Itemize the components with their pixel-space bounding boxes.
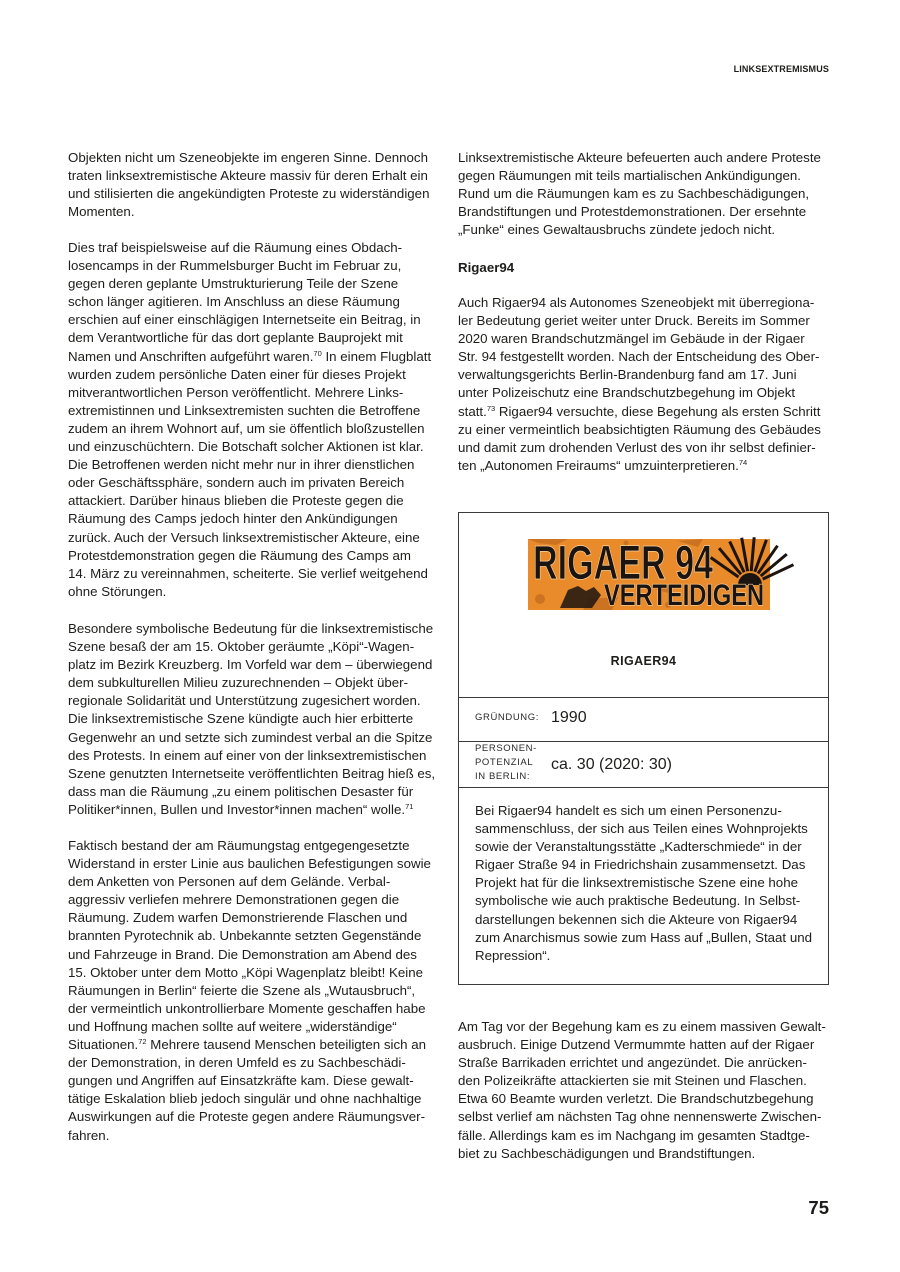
footnote-ref: 71 xyxy=(405,801,414,811)
line-text: platz im Bezirk Kreuzberg. Im Vorfeld war dem – überwiegend xyxy=(68,657,433,673)
line-text: aggressiv verliefen mehrere Demonstrationen gegen die xyxy=(68,892,400,908)
text-line xyxy=(458,294,821,312)
text-line xyxy=(458,1090,826,1108)
text-line xyxy=(475,838,812,856)
line-text: wurden zudem persönliche Daten einer für dieses Projekt xyxy=(68,366,406,382)
text-line xyxy=(458,348,821,366)
line-text: Rund um die Räumungen kam es zu Sachbeschädigungen, xyxy=(458,186,810,202)
line-text: biet zu Sachbeschädigungen und Brandstiftungen. xyxy=(458,1145,756,1161)
line-text: darstellungen bekennen sich die Akteure von Rigaer94 xyxy=(475,911,798,927)
text-line xyxy=(68,710,435,728)
text-line xyxy=(458,457,821,475)
left-paragraph-4 xyxy=(68,837,431,1145)
text-line xyxy=(475,820,812,838)
line-text: und einzuschüchtern. Die Botschaft solcher Aktionen ist klar. xyxy=(68,439,424,455)
text-line xyxy=(68,311,431,329)
left-paragraph-1 xyxy=(68,149,429,221)
line-text: verwaltungsgerichts Berlin-Brandenburg fand am 17. Juni xyxy=(458,367,797,383)
line-text: 2020 waren Brandschutzmängel im Gebäude in der Rigaer xyxy=(458,331,805,347)
line-text: Dies traf beispielsweise auf die Räumung eines Obdach- xyxy=(68,240,403,255)
text-line xyxy=(68,783,435,801)
footnote-ref: 70 xyxy=(313,348,322,358)
text-line xyxy=(475,911,812,929)
line-text: Bei Rigaer94 handelt es sich um einen Personenzu- xyxy=(475,803,782,818)
text-line xyxy=(458,1072,826,1090)
text-line xyxy=(68,275,431,293)
text-line xyxy=(68,565,431,583)
line-text: Gegenwehr an und setzte sich zumindest verbal an die Spitze xyxy=(68,729,433,745)
line-text: unter Polizeischutz eine Brandschutzbegehung im Objekt xyxy=(458,385,796,401)
text-line xyxy=(458,1054,826,1072)
section-heading: Rigaer94 xyxy=(458,260,515,275)
line-text: Momenten. xyxy=(68,204,135,220)
text-line xyxy=(458,1018,826,1036)
text-line xyxy=(68,765,435,783)
profile-description xyxy=(475,802,812,965)
potential-label-line: POTENZIAL xyxy=(475,757,534,768)
text-line xyxy=(475,947,812,965)
text-line xyxy=(68,529,431,547)
text-line xyxy=(68,855,431,873)
text-line xyxy=(68,167,429,185)
potential-label-line: PERSONEN- xyxy=(475,743,537,754)
left-paragraph-3 xyxy=(68,620,435,819)
text-line xyxy=(68,239,431,257)
logo-text-verteidigen: VERTEIDIGEN xyxy=(604,579,764,612)
text-line xyxy=(68,638,435,656)
text-line xyxy=(68,620,435,638)
line-text: Brandstiftungen und Protestdemonstrationen. Der ersehnte xyxy=(458,204,807,220)
footnote-ref: 73 xyxy=(486,403,496,413)
text-line xyxy=(68,1018,431,1036)
text-line xyxy=(68,420,431,438)
text-line xyxy=(458,312,821,330)
text-line xyxy=(68,729,435,747)
text-line xyxy=(68,747,435,765)
text-line xyxy=(68,203,429,221)
line-text: oder Geschäftssphäre, sondern auch im privaten Bereich xyxy=(68,475,405,491)
line-text: 14. März zu vereinnahmen, scheiterte. Sie verlief weitgehend xyxy=(68,565,428,581)
text-line xyxy=(68,873,431,891)
text-line xyxy=(458,421,821,439)
potential-value: ca. 30 (2020: 30) xyxy=(551,756,672,773)
text-line xyxy=(68,982,431,1000)
line-text: des Protests. In einem auf einer von der linksextremistischen xyxy=(68,747,427,763)
line-text: traten linksextremistische Akteure massiv für deren Erhalt ein xyxy=(68,168,428,184)
line-text: erschien auf einer einschlägigen Internetseite ein Beitrag, in xyxy=(68,312,421,328)
line-text: Politiker*innen, Bullen und Investor*innen machen“ wolle. xyxy=(68,801,406,817)
profile-title: RIGAER94 xyxy=(610,654,677,668)
section-paragraph xyxy=(458,294,821,475)
page-number: 75 xyxy=(808,1197,829,1218)
line-text: Auswirkungen auf die Proteste gegen andere Räumungsver- xyxy=(68,1109,426,1125)
line-text: der vermeintlich unkontrollierbare Momente geschaffen habe xyxy=(68,1000,426,1016)
line-text: statt. xyxy=(458,403,487,419)
text-line xyxy=(68,1090,431,1108)
line-text: den Polizeikräfte attackierten sie mit Steinen und Flaschen. xyxy=(458,1073,807,1089)
text-line xyxy=(68,583,431,601)
line-text: ten „Autonomen Freiraums“ umzuinterpretieren. xyxy=(458,457,739,473)
text-line xyxy=(68,149,429,167)
line-text: fahren. xyxy=(68,1127,110,1143)
text-line xyxy=(68,674,435,692)
line-text: mitverantwortlichen Person veröffentlicht. Mehrere Links- xyxy=(68,384,404,400)
founding-label: GRÜNDUNG: xyxy=(475,712,539,723)
text-line xyxy=(68,656,435,674)
text-line xyxy=(458,1108,826,1126)
footnote-ref: 72 xyxy=(138,1037,147,1047)
text-line xyxy=(68,964,431,982)
profile-box xyxy=(458,512,829,985)
line-text: Namen und Anschriften aufgeführt waren. xyxy=(68,348,314,364)
section-header-label: LINKSEXTREMISMUS xyxy=(733,64,829,74)
line-text: und Hoffnung machen sollte auf weitere „widerständige“ xyxy=(68,1018,397,1034)
founding-value: 1990 xyxy=(551,709,587,726)
text-line xyxy=(68,909,431,927)
line-text: Besondere symbolische Bedeutung für die linksextremistische xyxy=(68,621,434,636)
line-text: Am Tag vor der Begehung kam es zu einem massiven Gewalt- xyxy=(458,1019,826,1034)
line-text: Straße Barrikaden errichtet und angezündet. Die anrücken- xyxy=(458,1055,807,1071)
line-text: ohne Störungen. xyxy=(68,583,167,599)
text-line xyxy=(68,547,431,565)
line-text: Mehrere tausend Menschen beteiligten sich an xyxy=(146,1037,426,1053)
line-text: der Demonstration, in deren Umfeld es zu Sachbeschädi- xyxy=(68,1055,406,1071)
line-text: In einem Flugblatt xyxy=(321,348,432,364)
text-line xyxy=(458,403,821,421)
line-text: Räumung. Zudem warfen Demonstrierende Flaschen und xyxy=(68,910,408,926)
line-text: Auch Rigaer94 als Autonomes Szeneobjekt mit überregiona- xyxy=(458,295,815,310)
text-line xyxy=(458,185,821,203)
line-text: Szene besaß der am 15. Oktober geräumte „Köpi“-Wagen- xyxy=(68,639,415,655)
line-text: zum Anarchismus sowie zum Hass auf „Bullen, Staat und xyxy=(475,929,813,945)
line-text: „Funke“ eines Gewaltausbruchs zündete jedoch nicht. xyxy=(458,222,776,238)
line-text: brannten Pyrotechnik ab. Unbekannte setzten Gegenstände xyxy=(68,928,422,944)
line-text: Szene genutzten Internetseite veröffentlichten Beitrag hieß es, xyxy=(68,765,436,781)
text-line xyxy=(68,1054,431,1072)
line-text: Faktisch bestand der am Räumungstag entgegengesetzte xyxy=(68,838,410,853)
right-intro-paragraph xyxy=(458,149,821,239)
line-text: losencamps in der Rummelsburger Bucht im Februar zu, xyxy=(68,258,402,274)
line-text: Rigaer94 versuchte, diese Begehung als ersten Schritt xyxy=(495,403,821,419)
line-text: extremistinnen und Linksextremisten suchten die Betroffene xyxy=(68,402,421,418)
text-line xyxy=(458,366,821,384)
text-line xyxy=(475,802,812,820)
left-paragraph-2 xyxy=(68,239,431,601)
divider xyxy=(459,787,828,788)
text-line xyxy=(458,1036,826,1054)
rigaer94-logo xyxy=(528,539,770,610)
text-line xyxy=(68,927,431,945)
line-text: Projekt hat für die linksextremistische Szene eine hohe xyxy=(475,875,798,891)
line-text: Situationen. xyxy=(68,1037,139,1053)
footnote-ref: 74 xyxy=(738,457,748,467)
line-text: dem Anketten von Personen auf dem Gelände. Verbal- xyxy=(68,874,391,890)
text-line xyxy=(68,402,431,420)
line-text: sammenschluss, der sich aus Teilen eines Wohnprojekts xyxy=(475,821,808,837)
line-text: tätige Eskalation blieb jedoch singulär und ohne nachhaltige xyxy=(68,1091,422,1107)
text-line xyxy=(68,801,435,819)
text-line xyxy=(68,946,431,964)
text-line xyxy=(68,329,431,347)
line-text: attackiert. Darüber hinaus blieben die Proteste gegen die xyxy=(68,493,404,509)
line-text: regionale Solidarität und Unterstützung zugesichert worden. xyxy=(68,693,421,709)
line-text: zudem an ihrem Wohnort auf, um sie öffentlich bloßzustellen xyxy=(68,420,425,436)
line-text: dem subkulturellen Milieu zuzurechnenden – Objekt über- xyxy=(68,675,408,691)
line-text: Objekten nicht um Szeneobjekte im engeren Sinne. Dennoch xyxy=(68,150,428,165)
logo-text-rigaer94: RIGAER 94 xyxy=(533,537,714,590)
text-line xyxy=(68,366,431,384)
line-text: Widerstand in erster Linie aus baulichen Befestigungen sowie xyxy=(68,856,431,872)
text-line xyxy=(68,1000,431,1018)
text-line xyxy=(458,149,821,167)
line-text: dem Verantwortliche für das dort geplante Bauprojekt mit xyxy=(68,330,403,346)
line-text: ausbruch. Einige Dutzend Vermummte hatten auf der Rigaer xyxy=(458,1037,815,1053)
text-line xyxy=(458,330,821,348)
line-text: Räumungen in Berlin“ feierte die Szene als „Wutausbruch“, xyxy=(68,982,416,998)
text-line xyxy=(475,856,812,874)
text-line xyxy=(68,384,431,402)
text-line xyxy=(458,439,821,457)
line-text: Repression“. xyxy=(475,947,551,963)
line-text: Rigaer Straße 94 in Friedrichshain zusammensetzt. Das xyxy=(475,857,806,873)
after-box-paragraph xyxy=(458,1018,826,1163)
line-text: Die linksextremistische Szene kündigte auch hier erbitterte xyxy=(68,711,414,727)
text-line xyxy=(68,1127,431,1145)
text-line xyxy=(68,456,431,474)
text-line xyxy=(68,185,429,203)
line-text: gungen und Angriffen auf Einsatzkräfte kam. Diese gewalt- xyxy=(68,1073,414,1089)
text-line xyxy=(68,348,431,366)
text-line xyxy=(458,203,821,221)
line-text: zu einer vermeintlich beabsichtigten Räumung des Gebäudes xyxy=(458,421,821,437)
text-line xyxy=(68,438,431,456)
line-text: ler Bedeutung geriet weiter unter Druck. Bereits im Sommer xyxy=(458,313,810,329)
text-line xyxy=(68,1108,431,1126)
line-text: Räumung des Camps jedoch hinter den Ankündigungen xyxy=(68,511,398,527)
text-line xyxy=(68,474,431,492)
text-line xyxy=(68,1072,431,1090)
line-text: Etwa 60 Beamte wurden verletzt. Die Brandschutzbegehung xyxy=(458,1091,814,1107)
line-text: und Fahrzeuge in Brand. Die Demonstration am Abend des xyxy=(68,946,417,962)
line-text: 15. Oktober unter dem Motto „Köpi Wagenplatz bleibt! Keine xyxy=(68,964,424,980)
text-line xyxy=(68,837,431,855)
line-text: und damit zum drohenden Verlust des von ihr selbst definier- xyxy=(458,439,816,455)
line-text: Die Betroffenen werden nicht mehr nur in ihrer dienstlichen xyxy=(68,457,415,473)
text-line xyxy=(458,1145,826,1163)
text-line xyxy=(68,891,431,909)
text-line xyxy=(68,257,431,275)
line-text: gegen Räumungen mit teils martialischen Ankündigungen. xyxy=(458,168,801,184)
divider xyxy=(459,697,828,698)
text-line xyxy=(68,510,431,528)
text-line xyxy=(475,892,812,910)
line-text: Protestdemonstration gegen die Räumung des Camps am xyxy=(68,547,411,563)
line-text: und stilisierten die angekündigten Proteste zu widerständigen xyxy=(68,186,430,202)
text-line xyxy=(475,874,812,892)
potential-label xyxy=(475,742,537,784)
text-line xyxy=(68,692,435,710)
line-text: selbst verlief am nächsten Tag ohne nennenswerte Zwischen- xyxy=(458,1109,822,1125)
potential-label-line: IN BERLIN: xyxy=(475,771,531,782)
line-text: Linksextremistische Akteure befeuerten auch andere Proteste xyxy=(458,150,821,165)
line-text: gegen deren geplante Umstrukturierung Teile der Szene xyxy=(68,276,399,292)
text-line xyxy=(458,167,821,185)
line-text: schon länger agitieren. Im Anschluss an diese Räumung xyxy=(68,294,400,310)
text-line xyxy=(458,221,821,239)
line-text: symbolische wie auch praktische Bedeutung. In Selbst- xyxy=(475,893,801,909)
text-line xyxy=(68,1036,431,1054)
line-text: sowie der Veranstaltungsstätte „Kadterschmiede“ in der xyxy=(475,839,802,855)
line-text: fälle. Allerdings kam es im Nachgang im gesamten Stadtge- xyxy=(458,1127,810,1143)
line-text: Str. 94 festgestellt worden. Nach der Entscheidung des Ober- xyxy=(458,349,820,365)
text-line xyxy=(68,492,431,510)
text-line xyxy=(475,929,812,947)
text-line xyxy=(68,293,431,311)
line-text: zurück. Auch der Versuch linksextremistischer Akteure, eine xyxy=(68,529,420,545)
text-line xyxy=(458,384,821,402)
text-line xyxy=(458,1127,826,1145)
line-text: dass man die Räumung „zu einem politischen Desaster für xyxy=(68,783,414,799)
